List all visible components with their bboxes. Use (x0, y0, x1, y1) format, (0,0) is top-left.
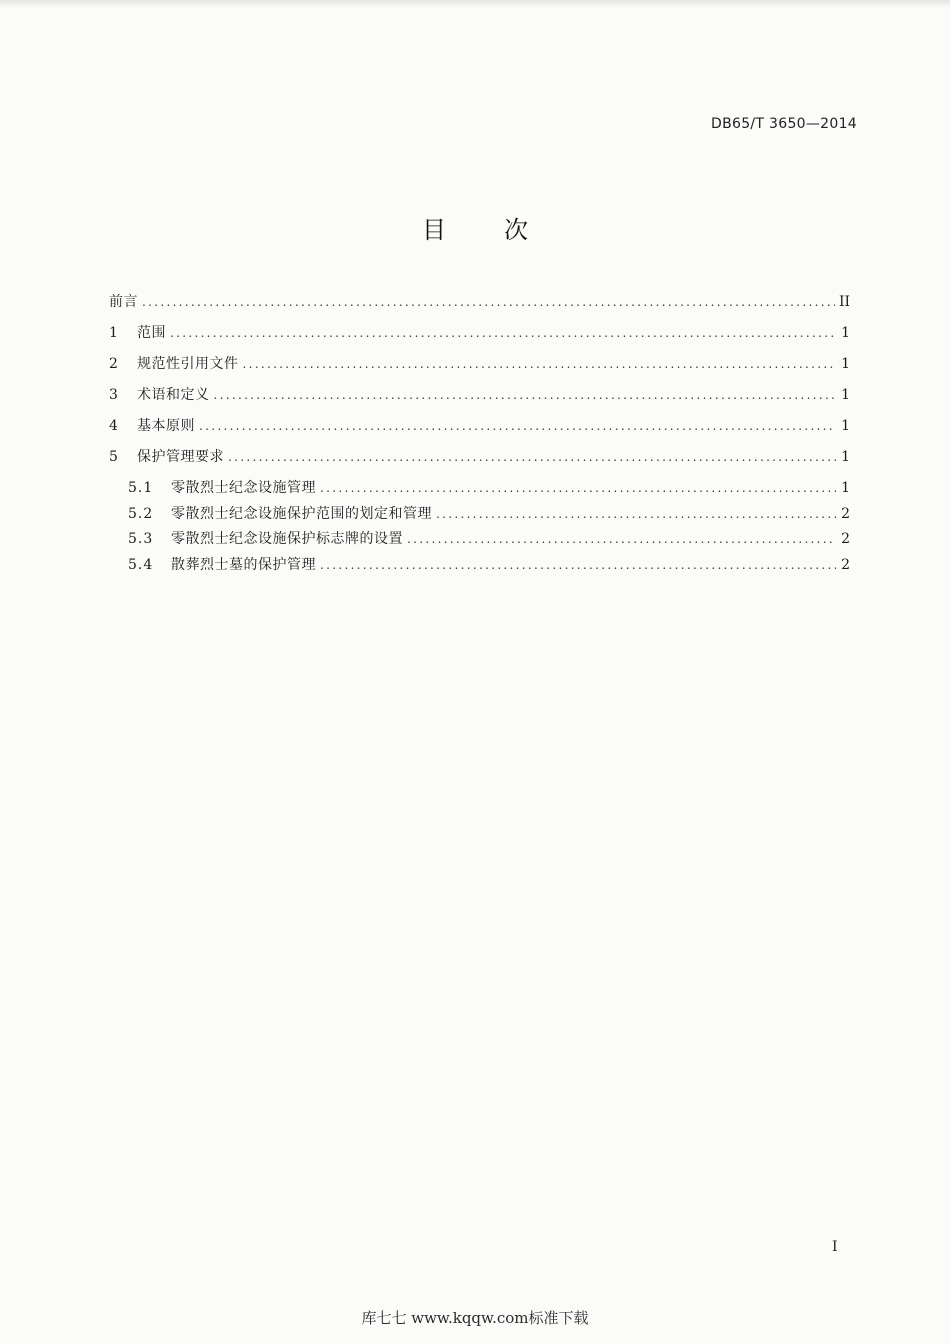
toc-dot-leader (243, 357, 837, 371)
toc-entry-number: 5.1 (128, 480, 154, 496)
toc-entry-number: 5.4 (128, 556, 154, 573)
toc-entry-text: 散葬烈士墓的保护管理 (171, 556, 316, 573)
toc-entry-page: II (838, 294, 850, 310)
page-number: I (832, 1239, 838, 1255)
toc-entry-page: 1 (841, 387, 850, 403)
toc-entry-page: 1 (841, 356, 850, 372)
toc-entry-4[interactable] (109, 415, 850, 446)
toc-entry-number: 5 (109, 449, 118, 465)
toc-entry-5-1[interactable] (109, 477, 850, 503)
toc-entry-text: 范围 (137, 325, 166, 341)
toc-entry-page: 2 (841, 531, 850, 547)
scan-edge (0, 0, 950, 8)
toc-entry-2[interactable] (109, 353, 850, 384)
toc-entry-text: 基本原则 (137, 418, 195, 434)
toc-entry-foreword[interactable] (109, 291, 850, 322)
toc-entry-5-2[interactable] (109, 503, 850, 529)
toc-entry-number: 1 (109, 325, 118, 341)
toc-entry-text: 零散烈士纪念设施保护标志牌的设置 (171, 531, 403, 547)
download-watermark: 库七七 www.kqqw.com标准下载 (361, 1309, 589, 1327)
toc-entry-5[interactable] (109, 446, 850, 477)
toc-dot-leader (214, 388, 837, 402)
toc-entry-number: 5.2 (128, 505, 154, 522)
toc-entry-text: 规范性引用文件 (137, 356, 239, 372)
toc-entry-text: 保护管理要求 (137, 449, 224, 465)
toc-entry-3[interactable] (109, 384, 850, 415)
toc-dot-leader (320, 558, 836, 572)
table-of-contents (109, 291, 850, 579)
toc-entry-page: 1 (841, 480, 850, 496)
toc-entry-page: 1 (841, 418, 850, 434)
toc-entry-number: 5.3 (128, 531, 154, 547)
toc-dot-leader (436, 507, 836, 521)
toc-entry-number: 2 (109, 356, 118, 372)
toc-entry-page: 1 (841, 325, 850, 341)
toc-entry-5-4[interactable] (109, 554, 850, 580)
toc-entry-text: 术语和定义 (137, 387, 210, 403)
toc-entry-1[interactable] (109, 322, 850, 353)
toc-dot-leader (320, 481, 836, 495)
toc-dot-leader (407, 532, 836, 546)
toc-entry-5-3[interactable] (109, 528, 850, 554)
toc-entry-text: 零散烈士纪念设施保护范围的划定和管理 (171, 505, 432, 522)
toc-entry-page: 1 (841, 449, 850, 465)
toc-dot-leader (142, 295, 835, 309)
page-title: 目次 (422, 216, 586, 244)
toc-dot-leader (199, 419, 836, 433)
toc-entry-text: 前言 (109, 294, 138, 310)
toc-dot-leader (170, 326, 836, 340)
toc-entry-page: 2 (841, 556, 850, 573)
toc-entry-number: 4 (109, 418, 118, 434)
toc-dot-leader (228, 450, 836, 464)
toc-entry-number: 3 (109, 387, 118, 403)
standard-code: DB65/T 3650—2014 (711, 116, 857, 132)
toc-entry-page: 2 (841, 505, 850, 522)
toc-entry-text: 零散烈士纪念设施管理 (171, 480, 316, 496)
